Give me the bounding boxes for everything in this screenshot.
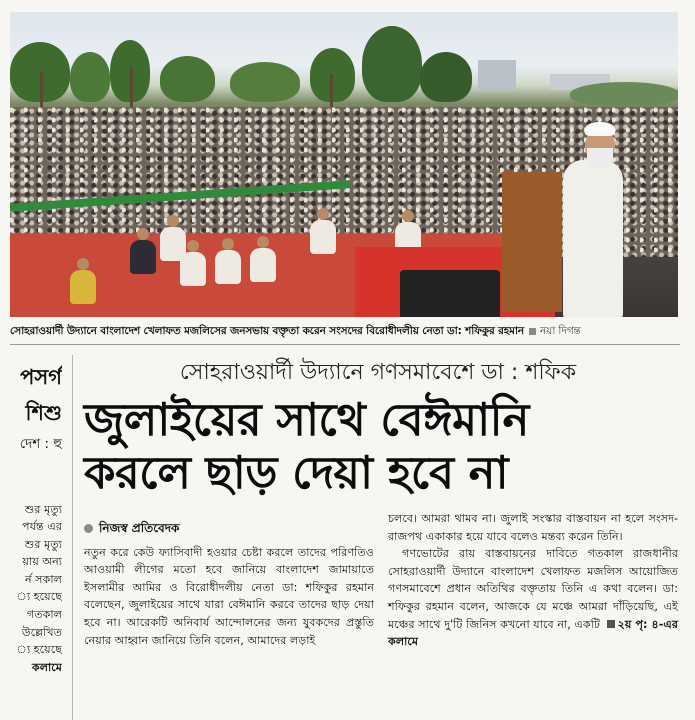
tree (230, 62, 300, 102)
adjacent-article-fragment (0, 355, 62, 720)
article-column-1 (84, 520, 374, 649)
article-paragraph: চলবে। আমরা থামব না। জুলাই সংস্কার বাস্তবায়ন না হলে সংসদ-রাজপথ একাকার হয়ে যাবে বলেও মন্তব্য করেন তিনি। (388, 512, 678, 543)
tree (362, 26, 422, 102)
fragment-line: র্ন সকাল (24, 572, 62, 586)
paragraph-text: গণভোটের রায় বাস্তবায়নের দাবিতে গতকাল রাজধানীর সোহরাওয়ার্দী উদ্যানে বাংলাদেশ খেলাফত মজলিস আয়োজিত গণসমাবেশে প্রধান অতিথির বক্তৃতায় তিনি এ কথা বলেন। ডা: শফিকুর রহমান বলেন, আজকে যে মঞ্চে আমরা দাঁড়িয়েছি, এই মঞ্চের সাথে দু'টি জিনিস কখনো যাবে না, একটি (388, 547, 678, 631)
loudspeaker (400, 270, 500, 317)
photo-source: নয়া দিগন্ত (540, 325, 581, 337)
column-divider (72, 355, 73, 720)
main-headline (84, 393, 684, 499)
speaker-person (545, 120, 643, 317)
fragment-headline-line: শিশু (25, 401, 62, 425)
fragment-headline-line: দেশ : হু (19, 436, 62, 452)
byline-text: নিজস্ব প্রতিবেদক (99, 521, 180, 535)
fragment-line: ্য হয়েছে (16, 590, 62, 604)
headline-line: জুলাইয়ের সাথে বেঈমানি (84, 393, 529, 446)
rally-photo (10, 12, 678, 317)
seated-person (130, 240, 156, 274)
caption-text: সোহরাওয়ার্দী উদ্যানে বাংলাদেশ খেলাফত মজলিসের জনসভায় বক্তৃতা করেন সংসদের বিরোধীদলীয় নেতা ডা: শফিকুর রহমান (10, 325, 525, 337)
tree (420, 52, 472, 102)
divider (10, 344, 680, 345)
fragment-body (0, 501, 62, 677)
bullet-icon (84, 524, 93, 533)
fragment-line: ্য হয়েছে (16, 643, 62, 657)
fragment-line: শুর মৃত্যু (24, 502, 62, 516)
seated-person (250, 248, 276, 282)
background-building (478, 60, 516, 90)
palm-trunk (40, 72, 43, 112)
fragment-headline-line: পসর্গ (20, 365, 62, 389)
fragment-line: উল্লেখিত (21, 625, 62, 639)
kicker-headline: সোহরাওয়ার্দী উদ্যানে গণসমাবেশে ডা : শফিক (179, 360, 577, 385)
fragment-line: শুর মৃত্যু (24, 537, 62, 551)
tree (160, 56, 215, 102)
continued-link[interactable]: ২য় পৃ: ৪-এর কলামে (388, 617, 679, 649)
tree (70, 52, 110, 102)
tree (570, 82, 678, 106)
seated-person (310, 220, 336, 254)
square-bullet-icon (529, 328, 536, 335)
square-bullet-icon (607, 620, 615, 628)
seated-person (215, 250, 241, 284)
headline-line: করলে ছাড় দেয়া হবে না (84, 446, 509, 499)
fragment-line: গতকাল (26, 608, 62, 622)
fragment-continued: কলামে (31, 660, 62, 674)
seated-person (70, 270, 96, 304)
article-paragraph: নতুন করে কেউ ফ্যাসিবাদী হওয়ার চেষ্টা করলে তাদের পরিণতিও আওয়ামী লীগের মতো হবে জানিয়ে বাংলাদেশ জামায়াতে ইসলামীর আমির ও বিরোধীদলীয় নেতা ডা: শফিকুর রহমান বলেছেন, জুলাইয়ের সাথে যারা বেঈমানি করবে তাদের ছাড় দেয়া হবে না। আরেকটি অনিবার্য আন্দোলনের জন্য যুবকদের প্রস্তুতি নেয়ার আহ্বান জানিয়ে তিনি বলেন, আমাদের লড়াই (84, 545, 374, 647)
article-paragraph (388, 545, 678, 651)
palm-trunk (130, 67, 133, 112)
byline (84, 520, 374, 538)
fragment-line: পর্যন্ত এর (22, 520, 62, 534)
seated-person (160, 227, 186, 261)
article-column-2 (388, 510, 678, 651)
photo-caption (10, 324, 680, 341)
fragment-line: য়ায় অন্য (22, 555, 62, 569)
